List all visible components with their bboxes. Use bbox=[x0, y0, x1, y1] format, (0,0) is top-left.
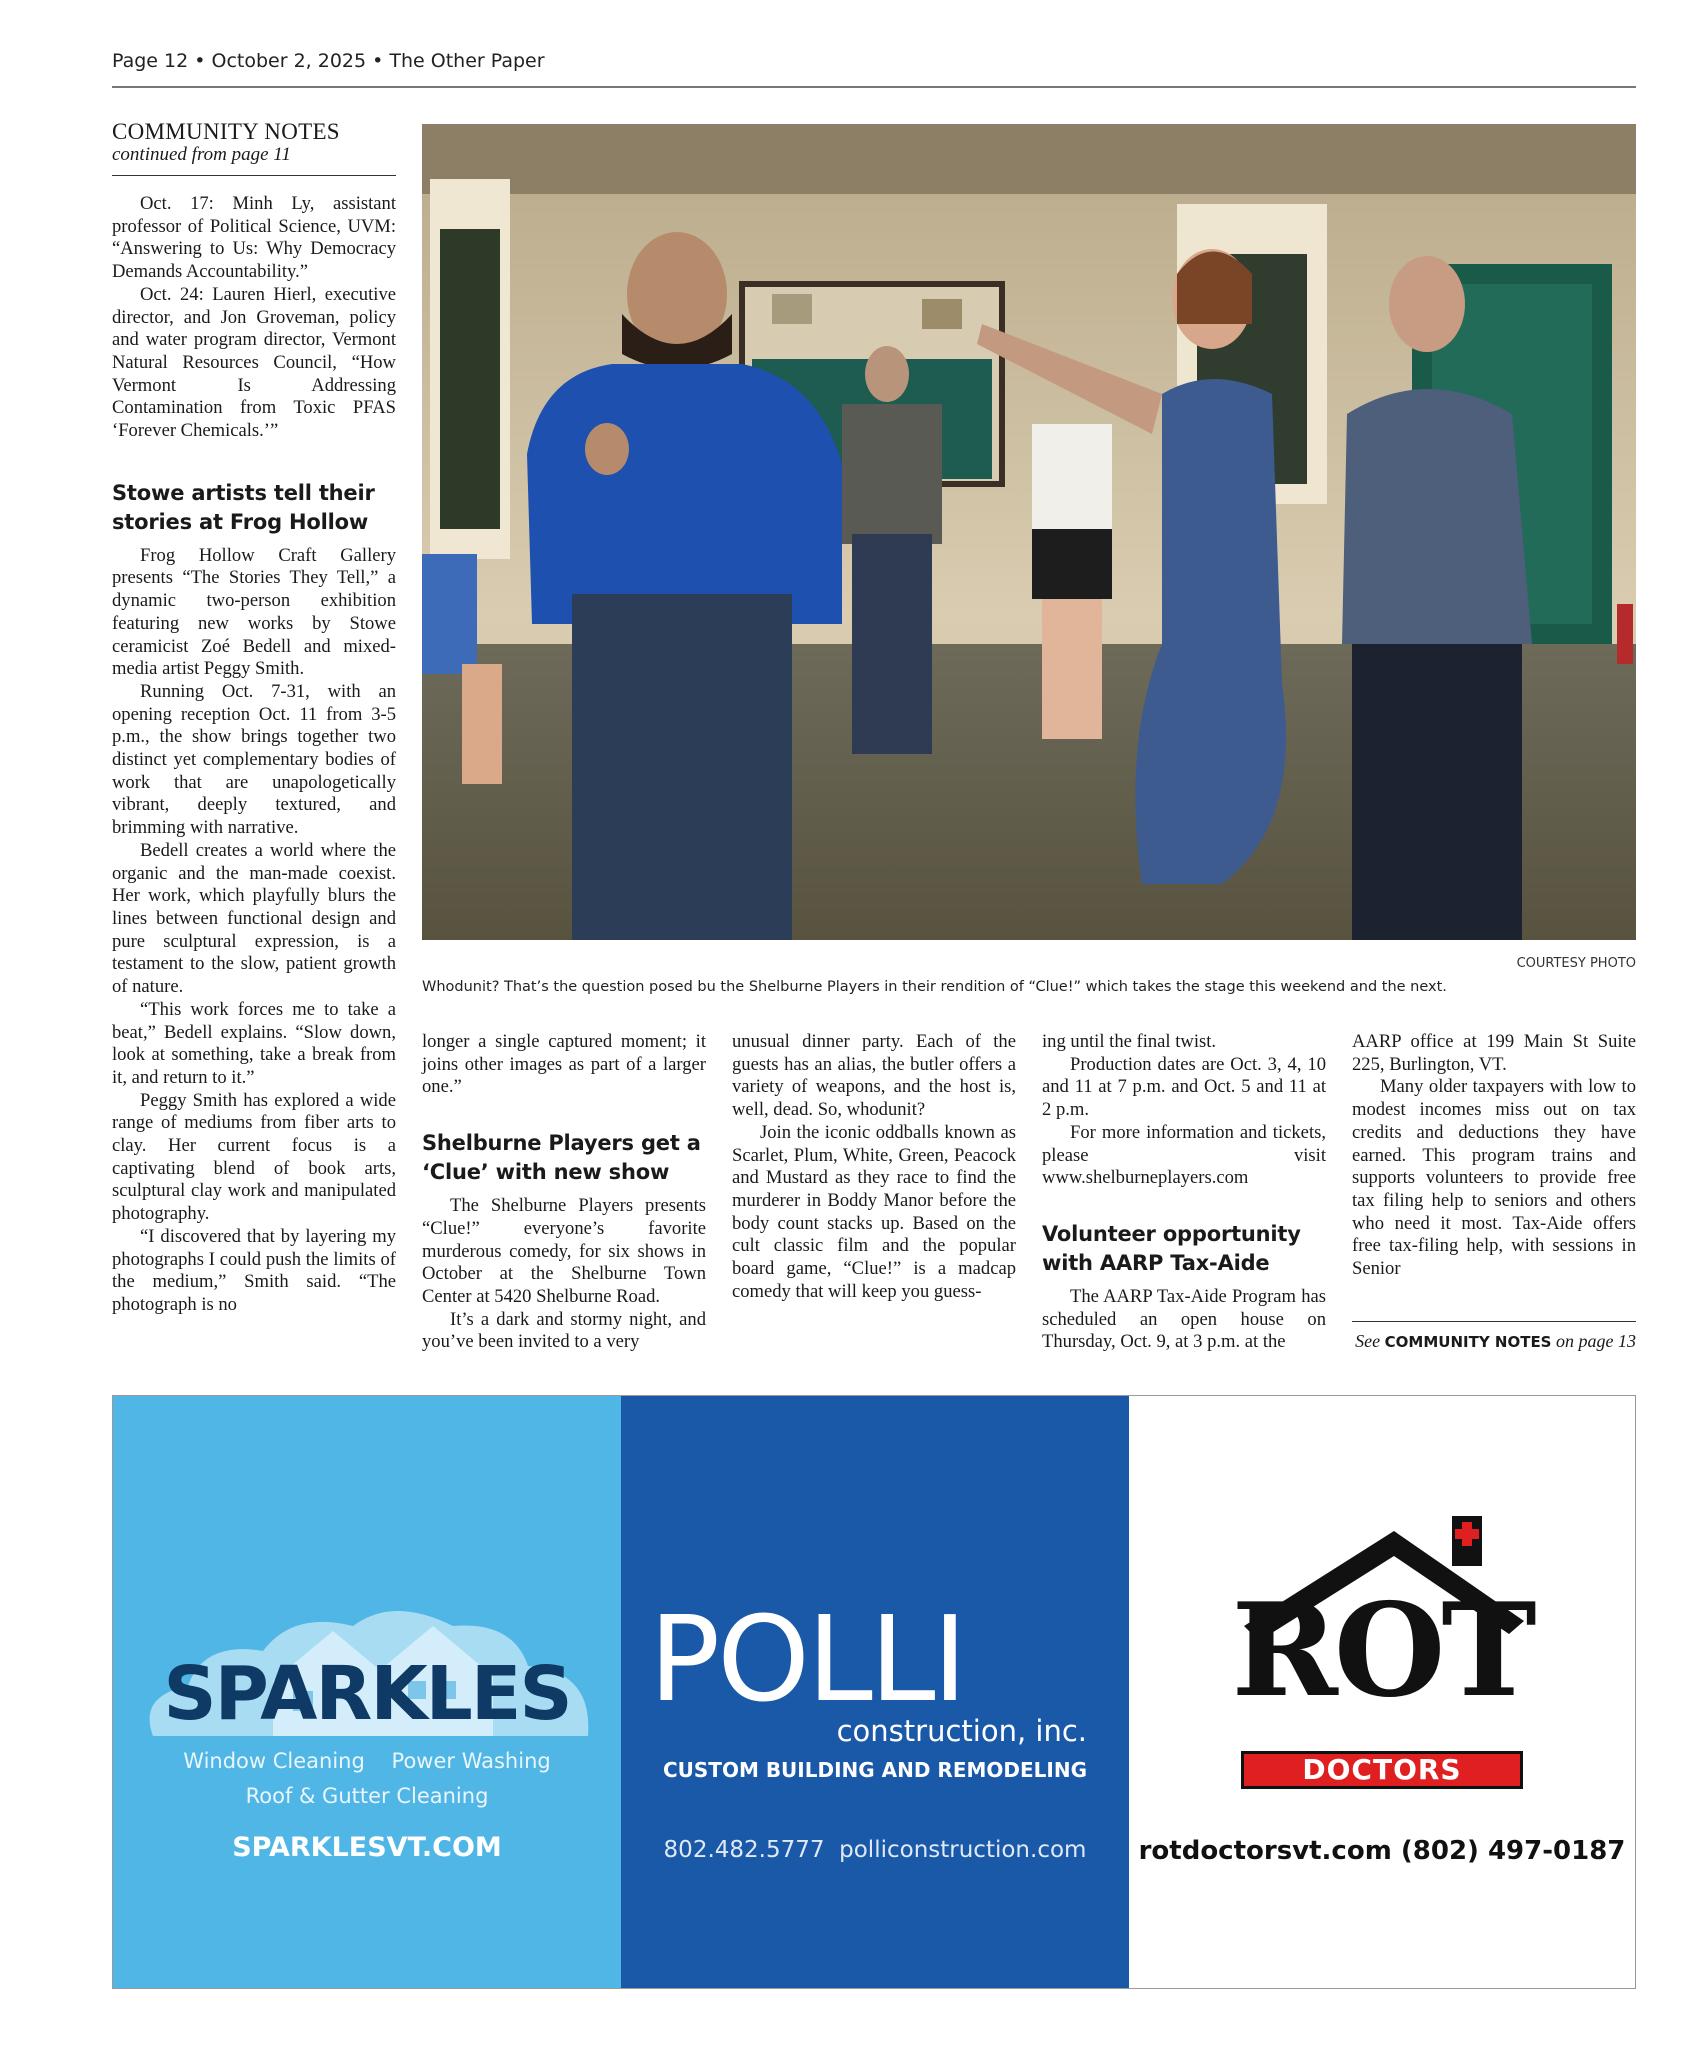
page-folio: Page 12 • October 2, 2025 • The Other Paper bbox=[112, 50, 545, 72]
paragraph: unusual dinner party. Each of the guests has an alias, the butler offers a variety of weapons, and the host is, well, dead. So, whodunit? bbox=[732, 1031, 1016, 1121]
paragraph: The Shelburne Players presents “Clue!” everyone’s favorite murderous comedy, for six shows in October at the Shelburne Town Center at 5420 Shelburne Road. bbox=[422, 1195, 706, 1307]
paragraph: Production dates are Oct. 3, 4, 10 and 11 at 7 p.m. and Oct. 5 and 11 at 2 p.m. bbox=[1042, 1053, 1326, 1121]
paragraph: Running Oct. 7-31, with an opening reception Oct. 11 from 3-5 p.m., the show brings together two distinct yet complementary bodies of work that are unapologetically vibrant, deeply textured, and brimming with narrative. bbox=[112, 680, 396, 839]
polli-sub: construction, inc. bbox=[836, 1714, 1087, 1748]
paragraph: Many older taxpayers with low to modest incomes miss out on tax credits and deductions they have earned. This program trains and supports volunteers to provide free tax filing help to seniors and others who need it most. Tax-Aide offers free tax-filing help, with sessions in Senior bbox=[1352, 1076, 1636, 1280]
polli-tagline: CUSTOM BUILDING AND REMODELING bbox=[662, 1758, 1087, 1782]
paragraph: Join the iconic oddballs known as Scarlet, Plum, White, Green, Peacock and Mustard as they race to find the murderer in Boddy Manor before the body count stacks up. Based on the cult classic film and the popular board game, “Clue!” is a madcap comedy that will keep you guess- bbox=[732, 1121, 1016, 1302]
paragraph: Frog Hollow Craft Gallery presents “The Stories They Tell,” a dynamic two-person exhibition featuring new works by Stowe ceramicist Zoé Bedell and mixed-media artist Peggy Smith. bbox=[112, 544, 396, 680]
photo-caption: Whodunit? That’s the question posed bu the Shelburne Players in their rendition of “Clue!” which takes the stage this weekend and the next. bbox=[422, 979, 1447, 995]
ad-rot-doctors[interactable] bbox=[1129, 1396, 1635, 1988]
rot-badge-text: DOCTORS bbox=[1302, 1753, 1462, 1786]
rot-brand: ROT bbox=[1231, 1576, 1533, 1726]
section-rule bbox=[112, 175, 396, 176]
ad-polli[interactable] bbox=[621, 1396, 1129, 1988]
advertisement-strip bbox=[112, 1395, 1636, 1989]
column-4 bbox=[1042, 1031, 1326, 1354]
feature-photo bbox=[422, 124, 1636, 940]
ad-sparkles[interactable] bbox=[113, 1396, 621, 1988]
jump-rule bbox=[1352, 1321, 1636, 1322]
sparkles-service-window: Window Cleaning bbox=[183, 1749, 365, 1773]
headline-volunteer-aarp: Volunteer opportunity with AARP Tax-Aide bbox=[1042, 1221, 1301, 1275]
paragraph: The AARP Tax-Aide Program has scheduled an open house on Thursday, Oct. 9, at 3 p.m. at the bbox=[1042, 1285, 1326, 1353]
column-2 bbox=[422, 1031, 706, 1354]
paragraph: AARP office at 199 Main St Suite 225, Burlington, VT. bbox=[1352, 1031, 1636, 1075]
headline-shelburne-players: Shelburne Players get a ‘Clue’ with new show bbox=[422, 1131, 701, 1185]
sparkles-brand: SPARKLES bbox=[163, 1651, 571, 1737]
paragraph: longer a single captured moment; it joins other images as part of a larger one.” bbox=[422, 1031, 706, 1098]
column-5 bbox=[1352, 1031, 1636, 1281]
continued-from-label: continued from page 11 bbox=[112, 144, 291, 165]
rot-url[interactable]: rotdoctorsvt.com bbox=[1138, 1836, 1392, 1866]
sparkles-services-row-1 bbox=[113, 1749, 621, 1773]
column-3 bbox=[732, 1031, 1016, 1303]
rot-badge bbox=[1241, 1751, 1523, 1789]
section-label: COMMUNITY NOTES bbox=[112, 119, 340, 144]
column-1 bbox=[112, 193, 396, 1317]
photo-credit: COURTESY PHOTO bbox=[1516, 956, 1636, 971]
sparkles-service-roof: Roof & Gutter Cleaning bbox=[245, 1784, 489, 1808]
rot-phone: (802) 497-0187 bbox=[1400, 1836, 1626, 1866]
jump-section-name: COMMUNITY NOTES bbox=[1384, 1333, 1552, 1351]
sparkles-service-power: Power Washing bbox=[391, 1749, 551, 1773]
paragraph: Peggy Smith has explored a wide range of mediums from fiber arts to clay. Her current focus is a captivating blend of book arts, sculptural clay work and manipulated photography. bbox=[112, 1089, 396, 1225]
paragraph: It’s a dark and stormy night, and you’ve been invited to a very bbox=[422, 1308, 706, 1353]
polli-phone: 802.482.5777 bbox=[663, 1837, 825, 1863]
polli-brand: POLLI bbox=[649, 1590, 965, 1728]
paragraph: ing until the final twist. bbox=[1042, 1031, 1217, 1052]
headline-stowe-artists: Stowe artists tell their stories at Frog Hollow bbox=[112, 480, 375, 534]
paragraph: Bedell creates a world where the organic and the man-made coexist. Her work, which playfully blurs the lines between functional design and pure sculptural expression, is a testament to the slow, patient growth of nature. bbox=[112, 839, 396, 998]
feature-photo-illustration bbox=[422, 124, 1636, 940]
polli-contact bbox=[621, 1837, 1129, 1863]
paragraph: “This work forces me to take a beat,” Bedell explains. “Slow down, look at something, take a break from it, and return to it.” bbox=[112, 998, 396, 1088]
paragraph: “I discovered that by layering my photographs I could push the limits of the medium,” Smith said. “The photograph is no bbox=[112, 1225, 396, 1315]
paragraph: For more information and tickets, please visit www.shelburneplayers.com bbox=[1042, 1121, 1326, 1189]
jump-line: See COMMUNITY NOTES on page 13 bbox=[1355, 1331, 1636, 1351]
paragraph: Oct. 24: Lauren Hierl, executive director, and Jon Groveman, policy and water program director, Vermont Natural Resources Council, “How Vermont Is Addressing Contamination from Toxic PFAS ‘Forever Chemicals.’” bbox=[112, 283, 396, 442]
paragraph: Oct. 17: Minh Ly, assistant professor of Political Science, UVM: “Answering to Us: Why Democracy Demands Accountability.” bbox=[112, 193, 396, 283]
sparkles-url[interactable]: SPARKLESVT.COM bbox=[232, 1832, 502, 1863]
header-rule bbox=[112, 86, 1636, 88]
polli-url[interactable]: polliconstruction.com bbox=[839, 1837, 1087, 1863]
rot-contact bbox=[1129, 1836, 1635, 1866]
